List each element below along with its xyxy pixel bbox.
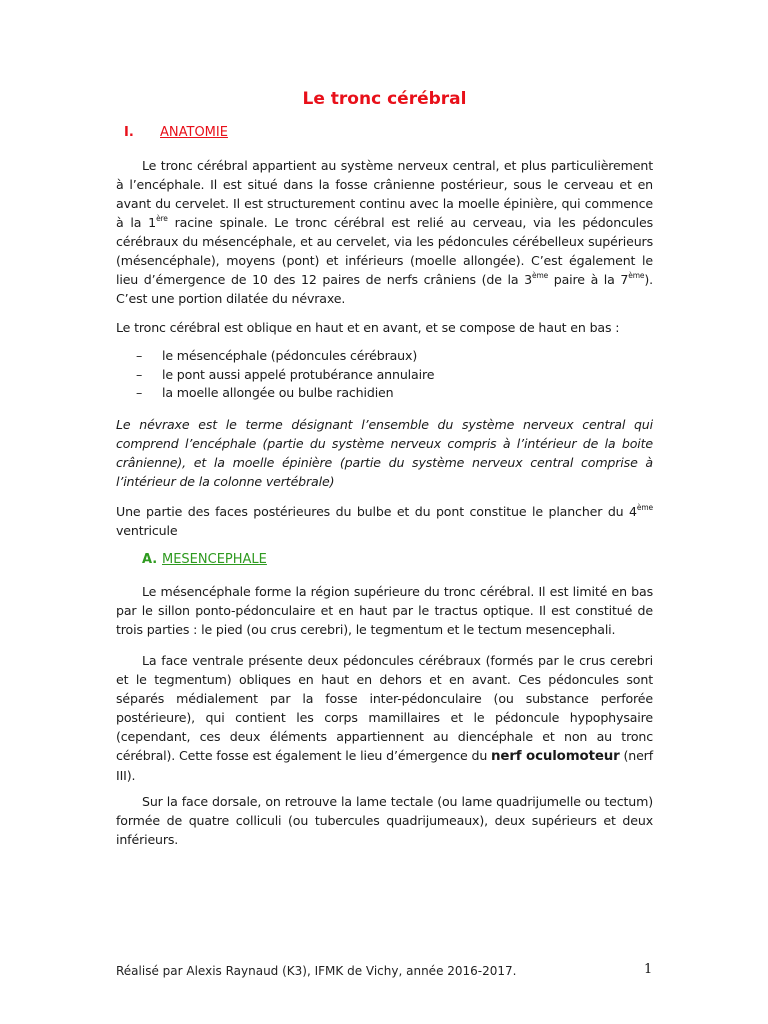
page-title: Le tronc cérébral xyxy=(302,89,467,109)
paragraph-mesencephale: Le mésencéphale forme la région supérieure du tronc cérébral. Il est limité en bas par le sillon ponto-pédonculaire et en haut par le tractus optique. Il est constitué de trois parties : le pied (ou crus cerebri), le tegmentum et le tectum mesencephali. xyxy=(116,584,653,637)
text-run: paire à la 7 xyxy=(548,272,629,287)
list-item xyxy=(136,366,434,385)
page-number: 1 xyxy=(644,962,653,977)
paragraph-face-ventrale xyxy=(116,651,653,785)
bullet-list xyxy=(136,347,434,403)
paragraph-face-dorsale: Sur la face dorsale, on retrouve la lame tectale (ou lame quadrijumelle ou tectum) formée de quatre colliculi (ou tubercules quadrijumeaux), deux supérieurs et deux inférieurs. xyxy=(116,794,653,847)
superscript: ème xyxy=(532,271,549,280)
bullet-dash: – xyxy=(136,366,143,382)
bold-term: nerf oculomoteur xyxy=(491,749,620,764)
text-run: ventricule xyxy=(116,523,178,538)
paragraph-intro xyxy=(116,156,653,308)
text-run: Le tronc cérébral appartient au système nerveux central, et plus particulièrement à l’encéphale. Il est situé dans la fosse crânienne postérieur, sous le cerveau et en avant du cervelet. Il est structurement continu avec la moelle épinière, qui commence à la 1 xyxy=(116,158,653,230)
subsection-heading-mesencephale xyxy=(142,552,267,567)
text-run: ). C’est une portion dilatée du névraxe. xyxy=(116,272,653,306)
text-run: Une partie des faces postérieures du bulbe et du pont constitue le plancher du 4 xyxy=(116,504,637,519)
text-run: La face ventrale présente deux pédoncules cérébraux (formés par le crus cerebri et le tegmentum) obliques en haut en dehors et en avant. Ces pédoncules sont séparés médialement par la fosse inter-pédonculaire (ou substance perforée postérieure), qui contient les corps mamillaires et le pédoncule hypophysaire (cependant, ces deux éléments appartiennent au diencéphale et non au tronc cérébral). Cette fosse est également le lieu d’émergence du xyxy=(116,653,653,763)
superscript: ème xyxy=(636,503,653,512)
list-item xyxy=(136,384,434,403)
bullet-dash: – xyxy=(136,385,143,400)
section-heading-anatomie xyxy=(124,125,228,140)
list-item-text: le mésencéphale (pédoncules cérébraux) xyxy=(162,348,418,363)
superscript: ère xyxy=(156,214,168,223)
text-run: (nerf III). xyxy=(116,748,653,783)
text-run: racine spinale. Le tronc cérébral est relié au cerveau, via les pédoncules cérébraux du mésencéphale, et au cervelet, via les pédoncules cérébelleux supérieurs (mésencéphale), moyens (pont) et inférieurs (moelle allongée). C’est également le lieu d’émergence de 10 des 12 paires de nerfs crâniens (de la 3 xyxy=(116,215,653,287)
subsection-number: A. xyxy=(142,552,158,567)
page-footer: Réalisé par Alexis Raynaud (K3), IFMK de Vichy, année 2016-2017. xyxy=(116,964,517,978)
paragraph-quatrieme-ventricule xyxy=(116,502,653,540)
subsection-label: MESENCEPHALE xyxy=(162,552,267,567)
list-item-text: le pont aussi appelé protubérance annulaire xyxy=(162,366,435,382)
section-label: ANATOMIE xyxy=(160,125,228,140)
list-item-text: la moelle allongée ou bulbe rachidien xyxy=(162,385,394,400)
paragraph-composition: Le tronc cérébral est oblique en haut et en avant, et se compose de haut en bas : xyxy=(116,320,620,335)
section-number: I. xyxy=(124,125,134,140)
superscript: ème xyxy=(628,271,645,280)
list-item xyxy=(136,347,434,366)
bullet-dash: – xyxy=(136,348,143,363)
paragraph-nevraxe-definition: Le névraxe est le terme désignant l’ensemble du système nerveux central qui comprend l’encéphale (partie du système nerveux compris à l’intérieur de la boite crânienne), et la moelle épinière (partie du système nerveux central comprise à l’intérieur de la colonne vertébrale) xyxy=(116,417,653,489)
